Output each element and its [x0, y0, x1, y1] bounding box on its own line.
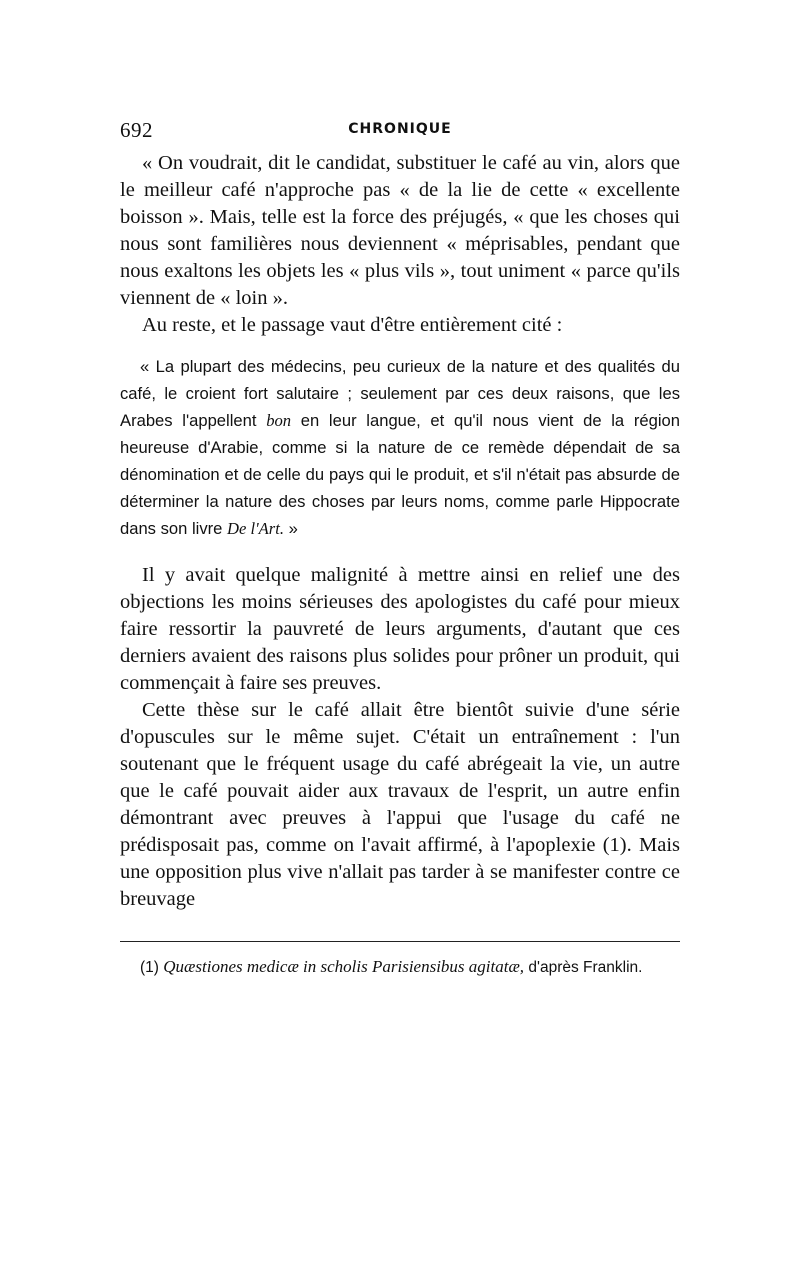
quote-close: »: [288, 519, 298, 538]
paragraph-these: Cette thèse sur le café allait être bientôt suivie d'une série d'opuscules sur le même sujet. C'était un entraînement : l'un soutenant que le fréquent usage du café abrégeait la vie, un autre que le café pouvait aider aux travaux de l'esprit, un autre enfin démontrant avec preuves à l'appui que l'usage du café ne prédisposait pas, comme on l'avait affirmé, à l'apoplexie (1). Mais une opposition plus vive n'allait pas tarder à se manifester contre ce breuvage: [120, 699, 680, 910]
footnote-source: d'après Franklin.: [528, 959, 643, 976]
footnote: [120, 954, 680, 980]
block-quotation: [120, 353, 680, 542]
page-number: 692: [120, 118, 153, 142]
footnote-divider: [120, 941, 680, 942]
paragraph-malignity: Il y avait quelque malignité à mettre ainsi en relief une des objections les moins sérieuses des apologistes du café pour mieux faire ressortir la pauvreté de leurs arguments, d'autant que ces derniers avaient des raisons plus solides pour prôner un produit, qui commençait à faire ses preuves.: [120, 564, 680, 694]
quote-italic-title: De l'Art.: [227, 519, 285, 538]
quote-italic-bon: bon: [266, 411, 292, 430]
page-header: [120, 118, 680, 146]
footnote-italic-title: Quæstiones medicæ in scholis Parisiensibus agitatæ,: [163, 957, 525, 976]
paragraph-intro-citation: Au reste, et le passage vaut d'être entièrement cité :: [142, 314, 563, 336]
quote-text-1: « La plupart des médecins, peu curieux de la nature et des qualités du café, le croient fort salutaire ; seulement par ces deux raisons, que les Arabes l'appellent: [120, 357, 680, 430]
book-page: [120, 118, 680, 980]
footnote-marker: (1): [140, 959, 159, 976]
running-title: CHRONIQUE: [348, 121, 452, 137]
paragraph-candidate-quote: « On voudrait, dit le candidat, substituer le café au vin, alors que le meilleur café n'approche pas « de la lie de cette « excellente boisson ». Mais, telle est la force des préjugés, « que les choses qui nous sont familières nous deviennent « méprisables, pendant que nous exaltons les objets les « plus vils », tout uniment « parce qu'ils viennent de « loin ».: [120, 152, 680, 309]
quote-text-2: en leur langue, et qu'il nous vient de la région heureuse d'Arabie, comme si la nature de ce remède dépendait de sa dénomination et de celle du pays qui le produit, et s'il n'était pas absurde de déterminer la nature des choses par leurs noms, comme parle Hippocrate dans son livre: [120, 411, 680, 538]
